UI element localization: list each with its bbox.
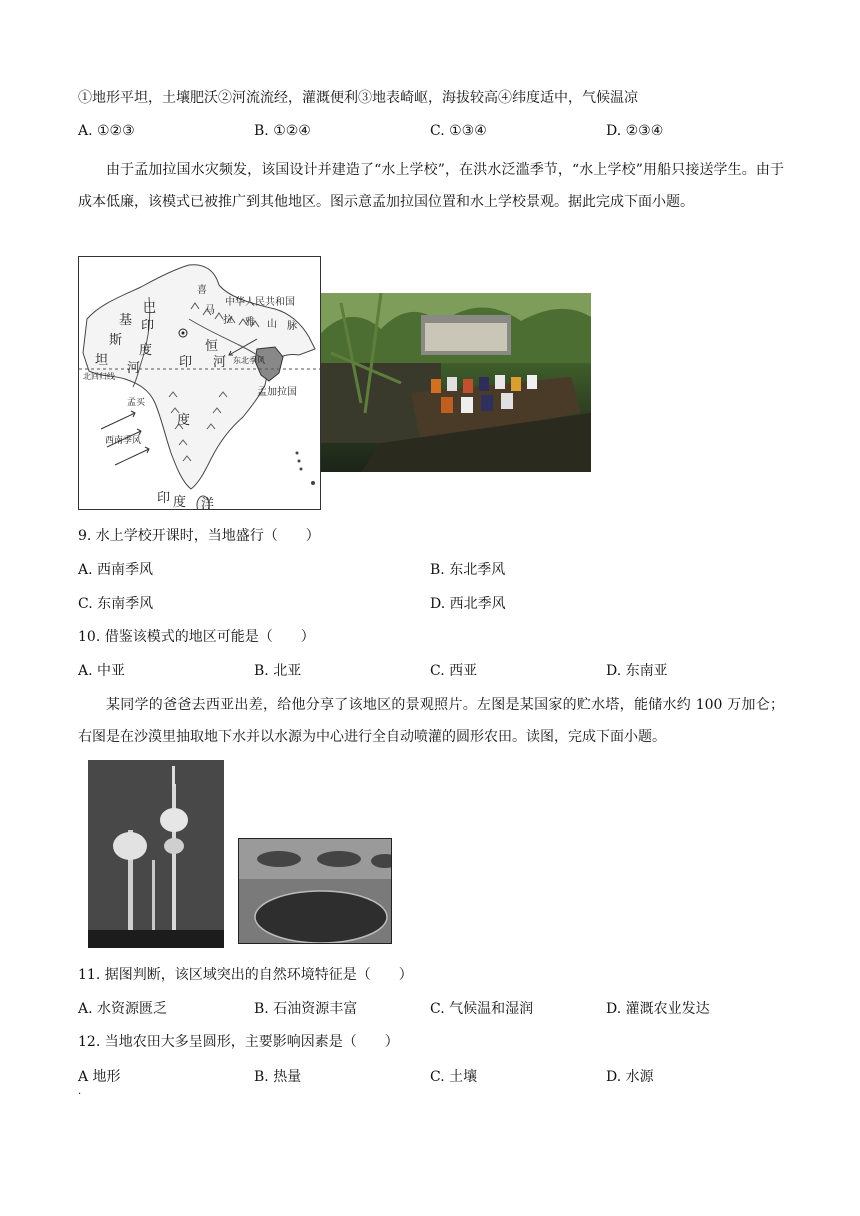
map-label-mumbai: 孟买 [127, 398, 146, 408]
map-label-pakistan-1: 巴 [143, 301, 157, 316]
q9-choice-b[interactable]: B. 东北季风 [430, 562, 506, 578]
q10-choice-c[interactable]: C. 西亚 [430, 663, 478, 679]
tower-scene [88, 760, 224, 948]
map-label-himalaya-6: 脉 [287, 321, 297, 332]
map-label-bangladesh: 孟加拉国 [257, 387, 297, 398]
q10-choice-d[interactable]: D. 东南亚 [606, 663, 668, 679]
map-label-himalaya-1: 喜 [197, 285, 207, 296]
map-label-tropic: 北回归线 [83, 372, 115, 381]
passage-west-asia: 某同学的爸爸去西亚出差，给他分享了该地区的景观照片。左图是某国家的贮水塔，能储水约 100 万加仑；右图是在沙漠里抽取地下水并以水源为中心进行全自动喷灌的圆形农田。读图，完成下面小题。 [78, 697, 784, 745]
q8-choice-b[interactable]: B. ①②④ [254, 123, 311, 139]
circular-farmland-photo [238, 838, 392, 944]
map-label-ganges-2: 河 [213, 355, 227, 370]
map-label-indus-3: 河 [127, 361, 141, 376]
map-label-ocean-2: 度 [173, 495, 187, 510]
map-label-ocean-1: 印 [157, 491, 171, 506]
field-scene [239, 839, 392, 944]
map-label-himalaya-2: 马 [205, 305, 215, 316]
q12-choice-b[interactable]: B. 热量 [254, 1069, 302, 1085]
map-label-indus-2: 度 [139, 343, 153, 358]
map-label-china: 中华人民共和国 [225, 297, 295, 308]
q8-choice-d[interactable]: D. ②③④ [606, 123, 664, 139]
map-label-india-1: 印 [179, 355, 193, 370]
question-9: 9. 水上学校开课时，当地盛行（ ） [78, 528, 320, 544]
map-label-pakistan-4: 坦 [95, 353, 109, 368]
map-label-himalaya-3: 拉 [223, 315, 233, 326]
q11-choice-c[interactable]: C. 气候温和湿润 [430, 1001, 534, 1017]
q11-choice-a[interactable]: A. 水资源匮乏 [78, 1001, 168, 1017]
q11-choice-b[interactable]: B. 石油资源丰富 [254, 1001, 358, 1017]
map-label-pakistan-3: 斯 [109, 333, 123, 348]
passage-floating-school: 由于孟加拉国水灾频发，该国设计并建造了“水上学校”，在洪水泛滥季节，“水上学校”用船只接送学生。由于成本低廉，该模式已被推广到其他地区。图示意孟加拉国位置和水上学校景观。据此完成下面小题。 [78, 162, 784, 210]
south-asia-map [78, 256, 321, 510]
question-11: 11. 据图判断，该区域突出的自然环境特征是（ ） [78, 967, 413, 983]
q9-choice-a[interactable]: A. 西南季风 [78, 562, 154, 578]
q9-choice-d[interactable]: D. 西北季风 [430, 596, 506, 612]
q9-choice-c[interactable]: C. 东南季风 [78, 596, 154, 612]
map-label-pakistan-2: 基 [119, 313, 133, 328]
photo-scene [321, 293, 591, 472]
q12-choice-a[interactable]: A 地形 [78, 1069, 121, 1085]
map-label-ocean-3: 洋 [201, 497, 215, 510]
q12-choice-d[interactable]: D. 水源 [606, 1069, 654, 1085]
q12-stray-dot: . [78, 1086, 82, 1097]
question-12: 12. 当地农田大多呈圆形，主要影响因素是（ ） [78, 1034, 399, 1050]
q10-choice-b[interactable]: B. 北亚 [254, 663, 302, 679]
map-label-ne-monsoon: 东北季风 [233, 356, 265, 365]
map-label-sw-monsoon: 西南季风 [105, 436, 142, 446]
map-label-ganges-1: 恒 [205, 339, 219, 354]
q8-statements: ①地形平坦，土壤肥沃②河流流经，灌溉便利③地表崎岖，海拔较高④纬度适中，气候温凉 [78, 90, 638, 106]
floating-school-photo [321, 293, 591, 472]
q8-choice-c[interactable]: C. ①③④ [430, 123, 487, 139]
q11-choice-d[interactable]: D. 灌溉农业发达 [606, 1001, 710, 1017]
map-label-india-2: 度 [177, 413, 191, 428]
map-label-himalaya-5: 山 [267, 319, 277, 330]
map-label-indus-1: 印 [141, 319, 155, 334]
water-tower-photo [88, 760, 224, 948]
q8-choice-a[interactable]: A. ①②③ [78, 123, 135, 139]
q10-choice-a[interactable]: A. 中亚 [78, 663, 126, 679]
q12-choice-c[interactable]: C. 土壤 [430, 1069, 478, 1085]
map-label-himalaya-4: 雅 [245, 317, 255, 328]
question-10: 10. 借鉴该模式的地区可能是（ ） [78, 629, 315, 645]
